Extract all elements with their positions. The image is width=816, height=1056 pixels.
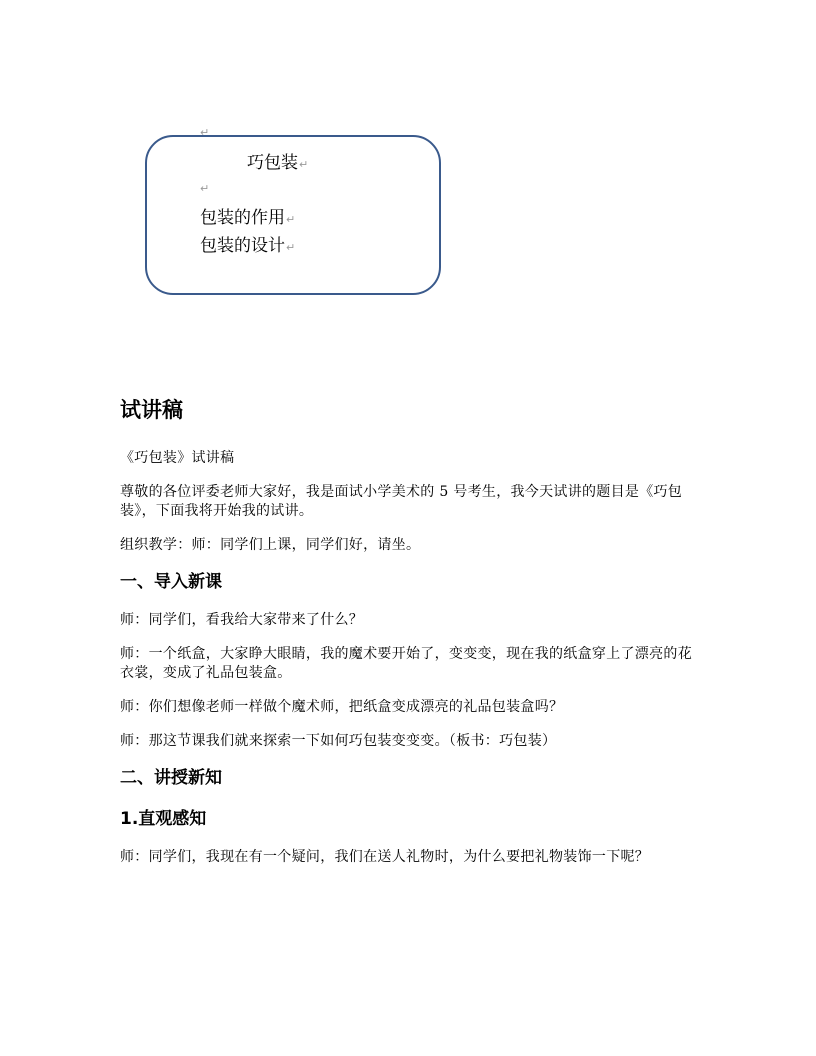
dialogue-paragraph: 师：一个纸盒，大家睁大眼睛，我的魔术要开始了，变变变，现在我的纸盒穿上了漂亮的花衣裳，变成了礼品包装盒。 xyxy=(120,646,692,681)
document-subtitle: 《巧包装》试讲稿 xyxy=(120,450,235,466)
paragraph-mark: ↵ xyxy=(200,182,210,195)
organize-paragraph: 组织教学：师：同学们上课，同学们好，请坐。 xyxy=(120,537,421,553)
section-heading-intro: 一、导入新课 xyxy=(120,572,222,592)
document-body xyxy=(120,395,700,882)
diagram-item-design: 包装的设计↵ xyxy=(200,236,296,256)
dialogue-paragraph: 师：同学们，我现在有一个疑问，我们在送人礼物时，为什么要把礼物装饰一下呢？ xyxy=(120,849,650,865)
section-heading-teaching: 二、讲授新知 xyxy=(120,768,222,788)
paragraph-mark: ↵ xyxy=(200,126,210,139)
subsection-heading: 1.直观感知 xyxy=(120,809,207,829)
diagram-item-purpose: 包装的作用↵ xyxy=(200,208,296,228)
dialogue-paragraph: 师：那这节课我们就来探索一下如何巧包装变变变。（板书：巧包装） xyxy=(120,733,557,749)
document-title: 试讲稿 xyxy=(120,398,183,422)
intro-paragraph: 尊敬的各位评委老师大家好，我是面试小学美术的 5 号考生，我今天试讲的题目是《巧包装》，下面我将开始我的试讲。 xyxy=(120,484,683,519)
diagram-title: 巧包装↵ xyxy=(247,153,309,173)
dialogue-paragraph: 师：同学们，看我给大家带来了什么？ xyxy=(120,612,364,628)
dialogue-paragraph: 师：你们想像老师一样做个魔术师，把纸盒变成漂亮的礼品包装盒吗？ xyxy=(120,699,564,715)
